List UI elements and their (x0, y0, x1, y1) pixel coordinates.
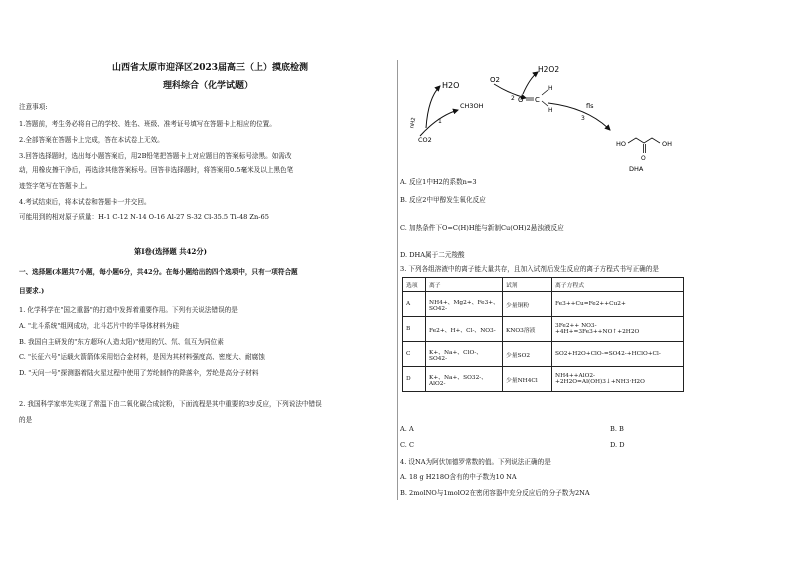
table-cell: Fe2+、H+、Cl-、NO3- (426, 317, 503, 342)
notice-line: 2.全部答案在答题卡上完成，答在本试卷上无效。 (19, 136, 164, 144)
reaction-scheme (398, 58, 788, 178)
notice-line: 迹签字笔写在答题卡上。 (19, 182, 92, 190)
q3-answer-a: A. A (400, 425, 414, 433)
atomic-mass-line: 可能用到的相对原子质量：H-1 C-12 N-14 O-16 Al-27 S-32 Cl-35.5 Ti-48 Zn-65 (19, 213, 269, 221)
q1-option-d: D. "天问一号"探测器着陆火星过程中使用了芳纶制作的降落伞，芳纶是高分子材料 (19, 369, 259, 377)
q2-option-d: D. DHA属于二元羧酸 (400, 251, 465, 259)
exam-title: 山西省太原市迎泽区2023届高三（上）摸底检测 (112, 63, 309, 73)
aldehyde-c: C (535, 96, 540, 104)
q2-stem: 2. 我国科学家率先实现了常温下由二氧化碳合成淀粉，下面流程是其中重要的3步反应，下列说法中错误 (19, 400, 322, 408)
table-cell: 少量SO2 (503, 342, 552, 367)
dha-ketone-o: O (641, 155, 646, 162)
q2-option-c: C. 加热条件下O=C(H)H能与新制Cu(OH)2悬浊液反应 (400, 224, 564, 232)
step3-label: 3 (581, 115, 585, 122)
q1-option-b: B. 我国自主研发的"东方超环(人造太阳)"使用的氕、氘、氚互为同位素 (19, 338, 224, 346)
table-cell: K+、Na+、ClO-、SO42- (426, 342, 503, 367)
table-cell: 少量铜粉 (503, 292, 552, 317)
notice-line: 4.考试结束后，将本试卷和答题卡一并交回。 (19, 198, 151, 206)
h2o2-label: H2O2 (538, 65, 560, 74)
table-cell: D (403, 367, 426, 392)
q3-answer-c: C. C (400, 441, 415, 449)
notice-heading: 注意事项: (19, 103, 48, 111)
header-reagent: 试剂 (503, 278, 552, 292)
q2-option-a: A. 反应1中H2的系数n=3 (400, 178, 477, 186)
notice-line: 1.答题前，考生务必将自己的学校、姓名、班级、准考证号填写在答题卡上相应的位置。 (19, 120, 276, 128)
aldehyde-o: O (518, 96, 524, 104)
aldehyde-h-bottom: H (548, 107, 553, 114)
dha-oh: OH (662, 140, 673, 148)
aldehyde-h-top: H (548, 85, 553, 92)
table-cell: 少量NH4Cl (503, 367, 552, 392)
q4-option-a: A. 18 g H218O含有的中子数为10 NA (400, 473, 517, 481)
part1-intro: 目要求.) (19, 287, 45, 295)
table-cell: SO2+H2O+ClO-=SO42-+HClO+Cl- (552, 342, 684, 367)
table-cell: B (403, 317, 426, 342)
q4-stem: 4. 设NA为阿伏加德罗常数的值。下列说法正确的是 (400, 458, 551, 466)
table-cell: KNO3溶液 (503, 317, 552, 342)
table-row (403, 317, 684, 342)
step2-label: 2 (511, 95, 515, 102)
header-ions: 离子 (426, 278, 503, 292)
dha-ho: HO (616, 140, 627, 148)
co2-label: CO2 (418, 136, 432, 144)
table-cell: Fe3++Cu=Fe2++Cu2+ (552, 292, 684, 317)
table-cell: A (403, 292, 426, 317)
h2o-label: H2O (442, 81, 460, 90)
part1-title: 第Ⅰ卷(选择题 共42分) (134, 247, 207, 256)
table-row (403, 342, 684, 367)
q1-stem: 1. 化学科学在"国之重器"的打造中发挥着重要作用。下列有关说法错误的是 (19, 306, 238, 314)
q1-option-a: A. "北斗系统"组网成功，北斗芯片中的半导体材料为硅 (19, 322, 180, 330)
q3-table (402, 277, 684, 392)
table-cell: 3Fe2++ NO3-+4H+=3Fe3++NO↑+2H2O (552, 317, 684, 342)
table-cell: NH4++AlO2-+2H2O=Al(OH)3↓+NH3·H2O (552, 367, 684, 392)
o2-label: O2 (490, 76, 500, 84)
q1-option-c: C. "长征六号"运载火箭箭体采用铝合金材料，是因为其材料强度高、密度大、耐腐蚀 (19, 353, 265, 361)
q4-option-b: B. 2molNO与1molO2在密闭容器中充分反应后的分子数为2NA (400, 489, 590, 497)
table-row (403, 367, 684, 392)
notice-line: 动，用橡皮擦干净后，再选涂其他答案标号。回答非选择题时，将答案用0.5毫米及以上黑色笔 (19, 166, 294, 174)
notice-line: 3.回答选择题时，选出每小题答案后，用2B铅笔把答题卡上对应题目的答案标号涂黑。如需改 (19, 152, 292, 160)
header-equation: 离子方程式 (552, 278, 684, 292)
table-cell: K+、Na+、SO32-、AlO2- (426, 367, 503, 392)
part1-intro: 一、选择题(本题共7小题，每小题6分，共42分。在每小题给出的四个选项中，只有一项符合题 (19, 268, 298, 276)
q3-stem: 3. 下列各组溶液中的离子能大量共存，且加入试剂后发生反应的离子方程式书写正确的是 (400, 265, 659, 273)
dha-label: DHA (629, 165, 644, 173)
step1-label: 1 (438, 118, 442, 125)
header-option: 选项 (403, 278, 426, 292)
q2-stem: 的是 (19, 416, 33, 424)
exam-subtitle: 理科综合（化学试题） (163, 81, 254, 91)
table-row (403, 292, 684, 317)
h2-label: nH2 (409, 116, 418, 129)
q2-option-b: B. 反应2中甲醇发生氧化反应 (400, 196, 486, 204)
fls-label: fls (586, 102, 594, 110)
table-cell: C (403, 342, 426, 367)
table-cell: NH4+、Mg2+、Fe3+、SO42- (426, 292, 503, 317)
arrow-h2o2 (523, 72, 538, 94)
q3-answer-d: D. D (610, 441, 625, 449)
ch3oh-label: CH3OH (460, 102, 484, 110)
arrow-step3 (548, 103, 610, 130)
q3-answer-b: B. B (610, 425, 624, 433)
table-header-row (403, 278, 684, 292)
